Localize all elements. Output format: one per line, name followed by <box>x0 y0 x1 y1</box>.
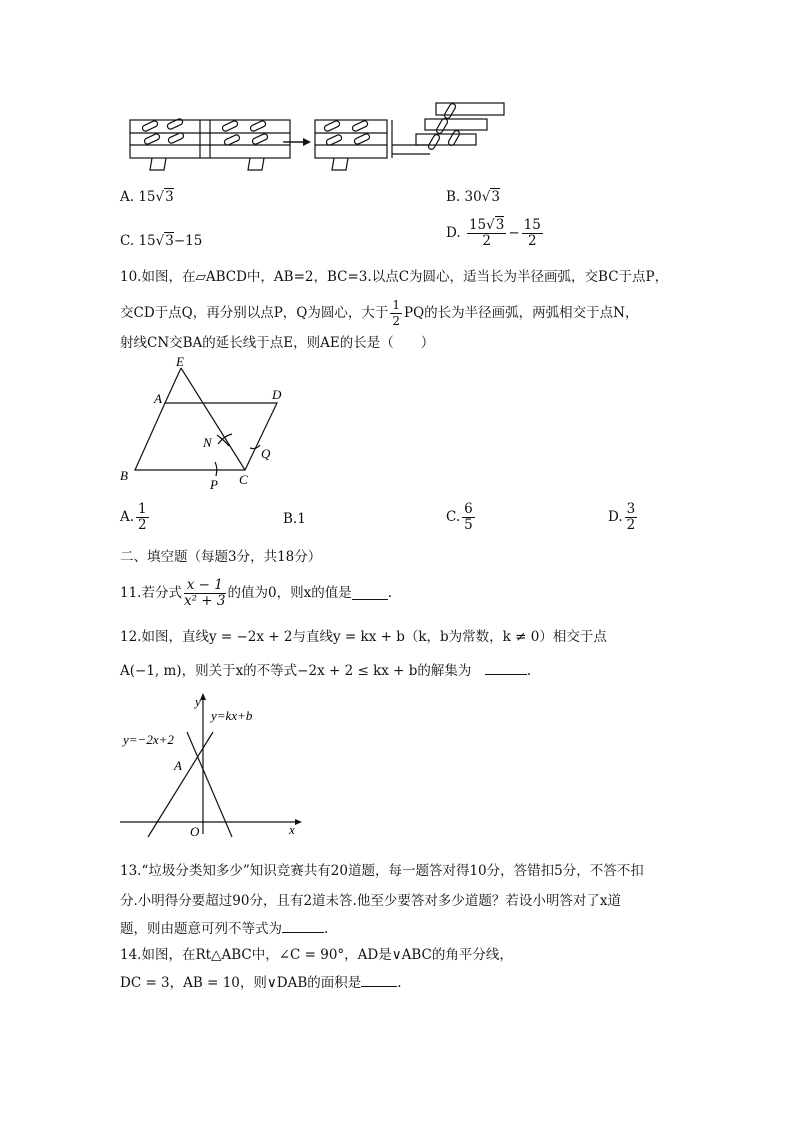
q9-option-a: A. 15√3 <box>120 189 174 205</box>
q12-label-x: x <box>289 822 295 837</box>
q13-line2: 分.小明得分要超过90分，且有2道未答.他至少要答对多少道题？若设小明答对了x道 <box>120 893 621 909</box>
q10-option-a: A. $\frac{1}{2}$ <box>120 501 147 533</box>
q14-line2: DC = 3，AB = 10，则∨DAB的面积是 . <box>120 975 402 991</box>
q9-option-c: C. 15√3−15 <box>120 233 203 249</box>
q10-line3: 射线CN交BA的延长线于点E，则AE的长是（ ） <box>120 335 435 351</box>
q10-label-b: B <box>120 468 128 483</box>
q10-option-c: C. $\frac{6}{5}$ <box>446 501 473 533</box>
q10-label-c: C <box>239 472 248 487</box>
q10-label-a: A <box>154 391 162 406</box>
q9-option-d: D. $\frac{15√3}{2}$ − $\frac{15}{2}$ <box>446 217 541 249</box>
q10-line1: 10.如图，在▱ABCD中，AB=2，BC=3.以点C为圆心，适当长为半径画弧，交BC于点P， <box>120 269 669 285</box>
q12-label-y: y <box>195 694 201 709</box>
q10-parallelogram-figure <box>110 356 310 496</box>
q10-option-d: D. $\frac{3}{2}$ <box>608 501 636 533</box>
q12-label-kx: y=kx+b <box>211 708 253 723</box>
q12-label-o: O <box>190 824 200 839</box>
q12-line1: 12.如图，直线y = −2x + 2与直线y = kx + b（k，b为常数，k ≠ 0）相交于点 <box>120 629 607 645</box>
q10-label-q: Q <box>261 446 271 461</box>
q10-option-b: B.1 <box>283 511 306 527</box>
q12-graph-figure <box>115 692 315 842</box>
q10-label-d: D <box>272 387 282 402</box>
q9-option-b: B. 30√3 <box>446 189 500 205</box>
q12-label-a: A <box>174 758 182 773</box>
q12-line2: A(−1, m)，则关于x的不等式−2x + 2 ≤ kx + b的解集为 . <box>120 663 532 679</box>
section-title: 二、填空题（每题3分，共18分） <box>120 549 322 565</box>
q14-line1: 14.如图，在Rt△ABC中，∠C = 90°，AD是∨ABC的角平分线， <box>120 947 513 963</box>
q13-line3: 题，则由题意可列不等式为 . <box>120 921 329 937</box>
q9-pipe-figure <box>120 96 520 176</box>
q10-line2: 交CD于点Q，再分别以点P，Q为圆心，大于 $\frac{1}{2}$ PQ的长为半径画弧，两弧相交于点N， <box>120 298 639 328</box>
q10-label-e: E <box>176 356 184 369</box>
q10-label-p: P <box>210 477 218 492</box>
q13-line1: 13.“垃圾分类知多少”知识竞赛共有20道题，每一题答对得10分，答错扣5分，不答不扣 <box>120 863 644 879</box>
q11: 11.若分式 $\frac{x - 1}{\text{x² + 3}}$ 的值为0，则x的值是 . <box>120 577 392 609</box>
q12-label-m2x: y=−2x+2 <box>123 732 174 747</box>
q10-label-n: N <box>203 435 212 450</box>
